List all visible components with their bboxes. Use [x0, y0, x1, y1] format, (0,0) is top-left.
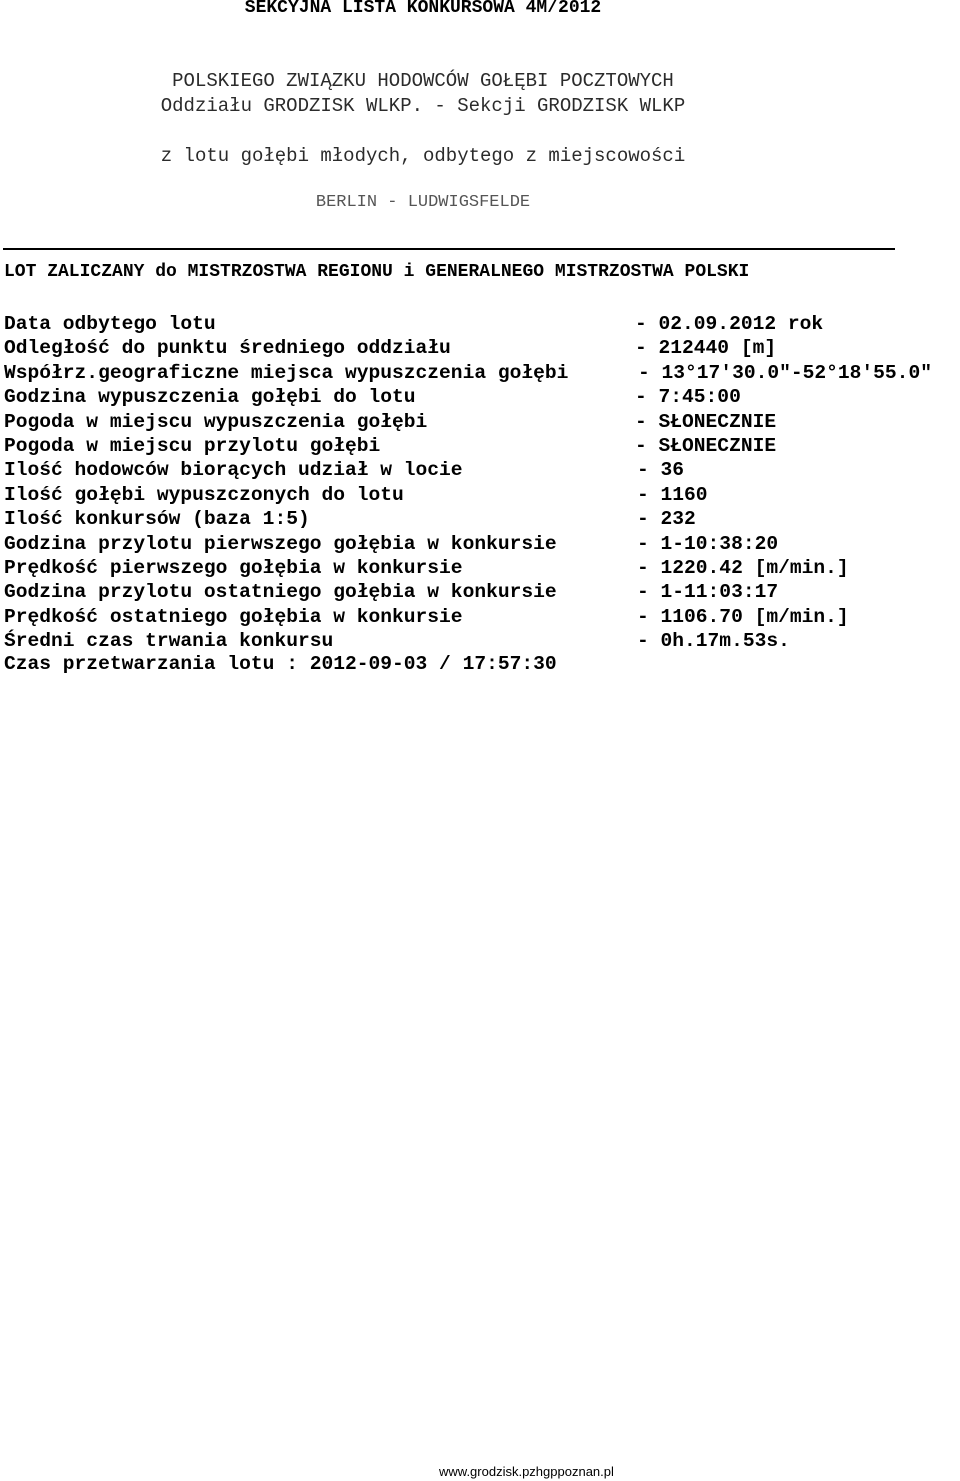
stat-value: - 1160 — [637, 483, 708, 506]
website-url: www.grodzisk.pzhgppoznan.pl — [439, 1464, 614, 1479]
stat-label: Ilość konkursów (baza 1:5) — [4, 508, 310, 531]
processing-time: Czas przetwarzania lotu : 2012-09-03 / 17:57:30 — [4, 653, 557, 675]
stat-row-last-speed — [4, 605, 960, 629]
stat-label: Godzina wypuszczenia gołębi do lotu — [4, 386, 416, 409]
release-place: BERLIN - LUDWIGSFELDE — [315, 193, 531, 212]
stat-row-first-arrival — [4, 532, 960, 556]
stat-label: Średni czas trwania konkursu — [4, 630, 334, 653]
stat-row-competitions — [4, 507, 960, 531]
stat-value: - 1220.42 [m/min.] — [637, 556, 849, 579]
stat-label: Data odbytego lotu — [4, 313, 216, 335]
stat-value: - 1-10:38:20 — [637, 532, 779, 555]
stat-value: - 1-11:03:17 — [637, 581, 779, 604]
stat-row-weather-arrival — [4, 434, 960, 458]
stat-value: - 0h.17m.53s. — [637, 630, 790, 653]
stat-row-date — [4, 312, 960, 336]
stat-row-last-arrival — [4, 580, 960, 604]
association-name: POLSKIEGO ZWIĄZKU HODOWCÓW GOŁĘBI POCZTOWYCH — [172, 70, 674, 92]
stat-row-breeders — [4, 458, 960, 482]
stat-value: - 13°17'30.0"-52°18'55.0" — [638, 361, 932, 384]
document-title: SEKCYJNA LISTA KONKURSOWA 4M/2012 — [244, 0, 602, 18]
stat-value: - SŁONECZNIE — [635, 410, 777, 433]
stat-label: Ilość gołębi wypuszczonych do lotu — [4, 483, 404, 506]
stat-row-weather-release — [4, 410, 960, 434]
stat-row-release-time — [4, 385, 960, 409]
header-divider — [3, 248, 895, 250]
branch-name: Oddziału GRODZISK WLKP. - Sekcji GRODZISK WLKP — [160, 95, 686, 117]
stat-value: - 212440 [m] — [635, 337, 777, 360]
stat-label: Godzina przylotu ostatniego gołębia w konkursie — [4, 581, 557, 604]
flight-description: z lotu gołębi młodych, odbytego z miejscowości — [160, 145, 686, 167]
stat-value: - 36 — [637, 459, 685, 482]
stat-label: Prędkość ostatniego gołębia w konkursie — [4, 605, 463, 628]
flight-statistics — [4, 312, 960, 653]
stat-label: Pogoda w miejscu wypuszczenia gołębi — [4, 410, 428, 433]
stat-value: - 232 — [637, 508, 696, 531]
stat-row-average-duration — [4, 629, 960, 653]
stat-row-first-speed — [4, 556, 960, 580]
championship-banner: LOT ZALICZANY do MISTRZOSTWA REGIONU i GENERALNEGO MISTRZOSTWA POLSKI — [4, 262, 750, 282]
stat-label: Współrz.geograficzne miejsca wypuszczenia gołębi — [4, 361, 569, 384]
stat-label: Prędkość pierwszego gołębia w konkursie — [4, 556, 463, 579]
stat-row-distance — [4, 336, 960, 360]
stat-value: - 02.09.2012 rok — [635, 313, 824, 335]
stat-label: Pogoda w miejscu przylotu gołębi — [4, 434, 381, 457]
stat-value: - SŁONECZNIE — [635, 434, 777, 457]
stat-label: Godzina przylotu pierwszego gołębia w konkursie — [4, 532, 557, 555]
stat-row-coordinates — [4, 361, 960, 385]
stat-value: - 1106.70 [m/min.] — [637, 605, 849, 628]
stat-label: Odległość do punktu średniego oddziału — [4, 337, 451, 360]
stat-label: Ilość hodowców biorących udział w locie — [4, 459, 463, 482]
stat-row-pigeons — [4, 483, 960, 507]
stat-value: - 7:45:00 — [635, 386, 741, 409]
